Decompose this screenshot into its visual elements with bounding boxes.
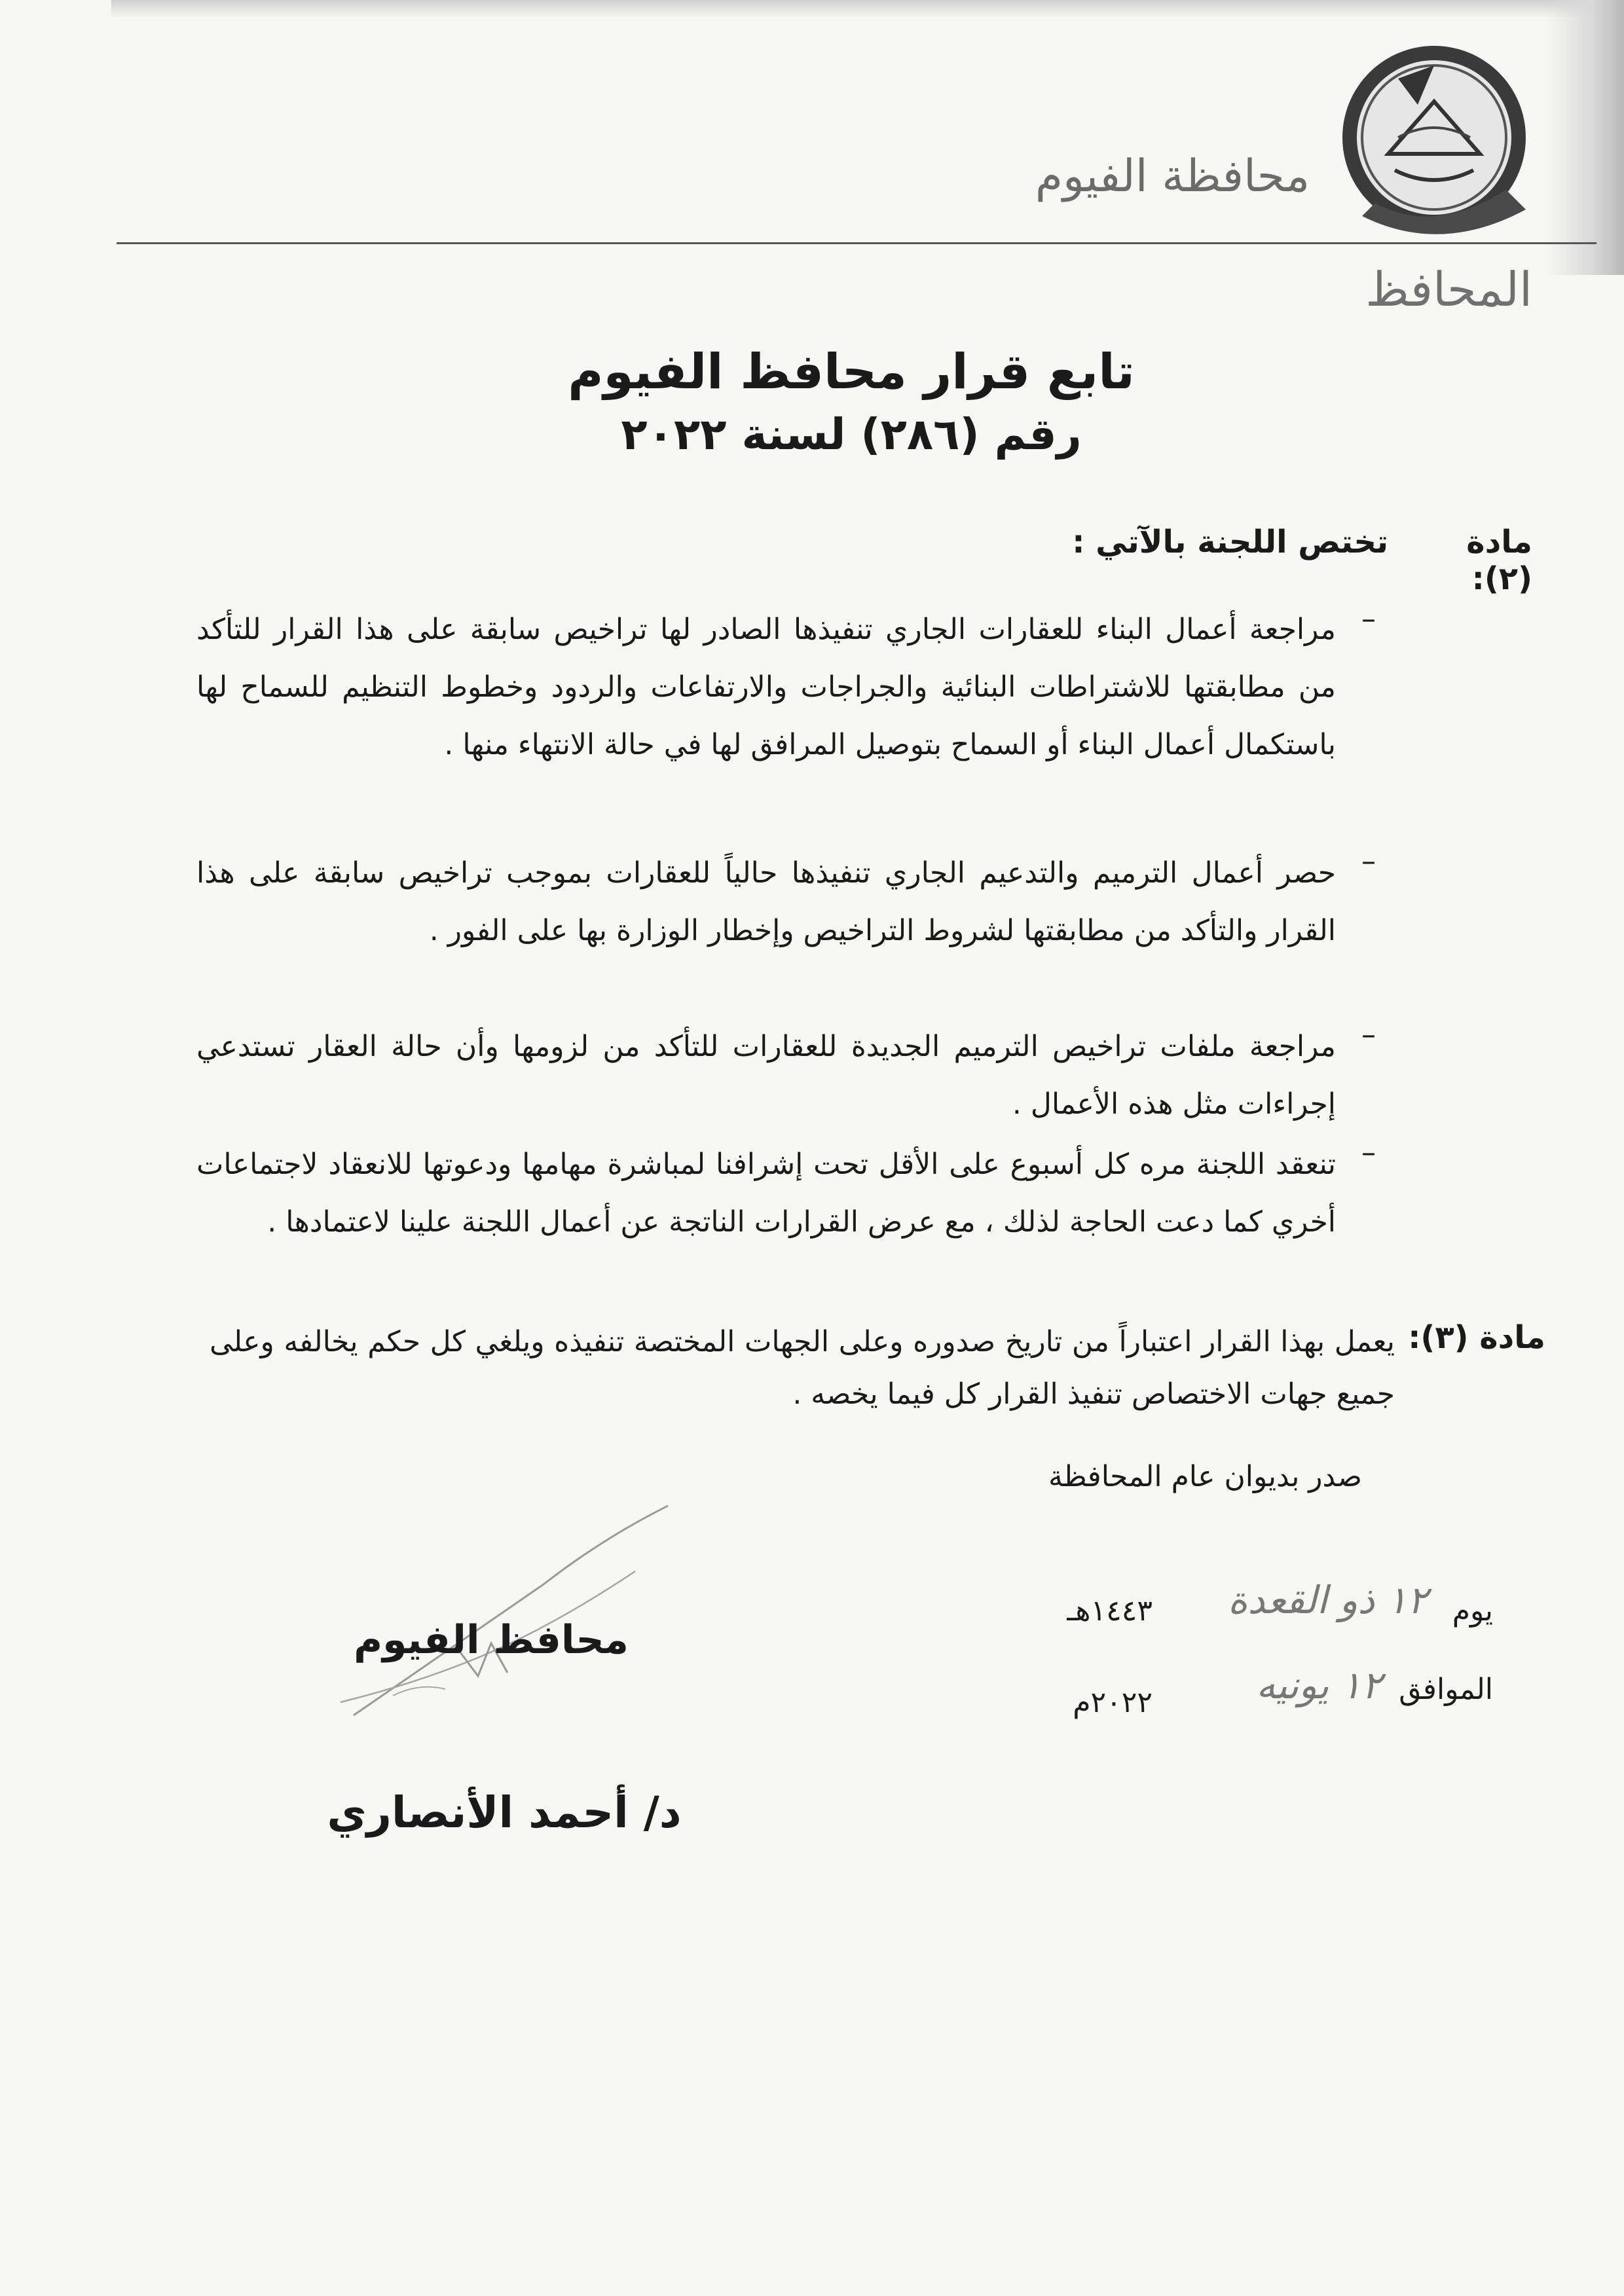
article2-item-2: حصر أعمال الترميم والتدعيم الجاري تنفيذها حالياً للعقارات بموجب تراخيص سابقة على هذا القرار والتأكد من مطابقتها لشروط التراخيص وإخطار الوزارة بها على الفور . xyxy=(196,856,1336,947)
article2-item-3: مراجعة ملفات تراخيص الترميم الجديدة للعقارات للتأكد من لزومها وأن حالة العقار تستدعي إجراءات مثل هذه الأعمال . xyxy=(196,1030,1336,1121)
article2-intro: تختص اللجنة بالآتي : xyxy=(1072,524,1388,560)
header-divider xyxy=(117,242,1596,244)
day-label: يوم xyxy=(1452,1594,1493,1628)
bullet-dash: – xyxy=(1361,602,1376,636)
article2-item-1: مراجعة أعمال البناء للعقارات الجاري تنفيذها الصادر لها تراخيص سابقة على هذا القرار للتأكد من مطابقتها للاشتراطات البنائية والجراجات والارتفاعات والردود وخطوط التنظيم للسماح لها باستكمال أعمال البناء أو السماح بتوصيل المرافق لها في حالة الانتهاء منها . xyxy=(196,613,1336,761)
header-governorate: محافظة الفيوم xyxy=(1035,151,1310,202)
article2-label: مادة (٢): xyxy=(1466,524,1532,597)
bullet-dash: – xyxy=(1361,845,1376,878)
signatory-name: د/ أحمد الأنصاري xyxy=(327,1787,682,1838)
gregorian-year: ٢٠٢٢م xyxy=(1073,1686,1153,1719)
corresponding-label: الموافق xyxy=(1399,1673,1493,1706)
decree-title: تابع قرار محافظ الفيوم xyxy=(568,344,1135,400)
article3-label: مادة (٣): xyxy=(1408,1319,1545,1356)
header-role: المحافظ xyxy=(1365,262,1532,317)
scan-edge-top xyxy=(111,0,1624,18)
bullet-dash: – xyxy=(1361,1018,1376,1051)
decree-number: رقم (٢٨٦) لسنة ٢٠٢٢ xyxy=(621,409,1082,460)
corresponding-handwritten: ١٢ يونيه xyxy=(1256,1663,1382,1707)
hijri-year: ١٤٤٣هـ xyxy=(1067,1594,1153,1628)
governorate-seal-icon xyxy=(1336,39,1532,236)
scan-edge-shadow xyxy=(1545,0,1624,275)
signatory-title: محافظ الفيوم xyxy=(354,1617,629,1663)
signature-scribble-icon xyxy=(327,1480,720,1728)
article3-text: يعمل بهذا القرار اعتباراً من تاريخ صدوره وعلى الجهات المختصة تنفيذه ويلغي كل حكم يخالفه وعلى جميع جهات الاختصاص تنفيذ القرار كل فيما يخصه . xyxy=(210,1325,1395,1411)
bullet-dash: – xyxy=(1361,1136,1376,1169)
day-handwritten: ١٢ ذو القعدة xyxy=(1228,1578,1428,1622)
issued-at: صدر بديوان عام المحافظة xyxy=(1048,1460,1362,1493)
article2-item-4: تنعقد اللجنة مره كل أسبوع على الأقل تحت إشرافنا لمباشرة مهامها ودعوتها للانعقاد لاجتماعات أخري كما دعت الحاجة لذلك ، مع عرض القرارات الناتجة عن أعمال اللجنة علينا لاعتمادها . xyxy=(196,1148,1336,1239)
